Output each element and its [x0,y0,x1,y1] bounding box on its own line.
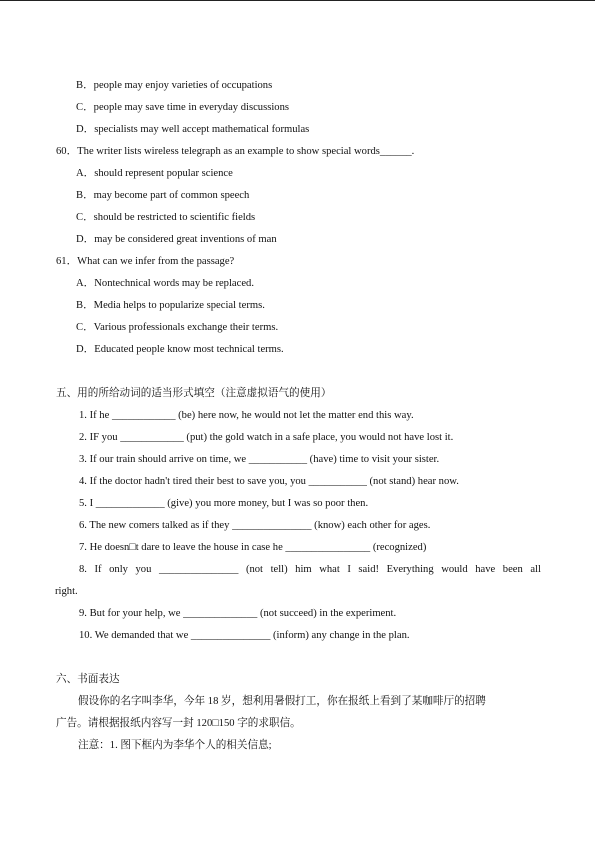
fill-item-8-word: all [530,564,541,575]
fill-item-9: 9. But for your help, we ______________ (not succeed) in the experiment. [79,608,397,619]
fill-item-8-word: what [319,564,340,575]
fill-item-8-continuation: right. [55,586,78,597]
fill-item-8-word: would [441,564,468,575]
fill-item-7: 7. He doesn□t dare to leave the house in case he ________________ (recognized) [79,542,427,553]
writing-prompt-line-2: 广告。请根据报纸内容写一封 120□150 字的求职信。 [56,718,301,729]
q59-option-c: C．people may save time in everyday discussions [76,102,290,113]
q59-option-d: D．specialists may well accept mathematical formulas [76,124,310,135]
q61-stem: 61．What can we infer from the passage? [56,256,235,267]
fill-item-8-word: (not [245,564,264,575]
writing-note: 注意：1. 图下框内为李华个人的相关信息; [78,740,272,751]
q60-stem: 60．The writer lists wireless telegraph as an example to show special words______. [56,146,415,157]
fill-item-8-word: said! [358,564,380,575]
q60-option-d: D．may be considered great inventions of man [76,234,277,245]
section6-heading: 六、书面表达 [56,674,120,685]
writing-prompt-line-1: 假设你的名字叫李华，今年 18 岁，想利用暑假打工，你在报纸上看到了某咖啡厅的招聘 [78,696,486,707]
q60-option-b: B．may become part of common speech [76,190,250,201]
top-rule [0,0,595,1]
q61-option-d: D．Educated people know most technical terms. [76,344,284,355]
q60-option-a: A．should represent popular science [76,168,233,179]
fill-item-1: 1. If he ____________ (be) here now, he would not let the matter end this way. [79,410,414,421]
fill-item-4: 4. If the doctor hadn't tired their best to save you, you ___________ (not stand) hear now. [79,476,459,487]
fill-item-8 [79,563,541,577]
fill-item-8-word: you [135,564,152,575]
fill-item-2: 2. IF you ____________ (put) the gold watch in a safe place, you would not have lost it. [79,432,454,443]
fill-item-8-word: I [347,564,351,575]
fill-item-8-word: _______________ [158,564,239,575]
q60-option-c: C．should be restricted to scientific fields [76,212,256,223]
fill-item-6: 6. The new comers talked as if they _______________ (know) each other for ages. [79,520,431,531]
fill-item-10: 10. We demanded that we _______________ (inform) any change in the plan. [79,630,410,641]
fill-item-8-word: If [94,564,102,575]
fill-item-8-word: Everything [386,564,434,575]
section5-heading: 五、用的所给动词的适当形式填空（注意虚拟语气的使用） [56,388,332,399]
fill-item-5: 5. I _____________ (give) you more money, but I was so poor then. [79,498,369,509]
fill-item-8-word: tell) [270,564,288,575]
q59-option-b: B．people may enjoy varieties of occupations [76,80,273,91]
fill-item-8-word: have [475,564,496,575]
q61-option-a: A．Nontechnical words may be replaced. [76,278,254,289]
q61-option-b: B．Media helps to popularize special terms. [76,300,265,311]
fill-item-8-word: 8. [79,564,87,575]
q61-option-c: C．Various professionals exchange their terms. [76,322,279,333]
fill-item-8-word: only [109,564,128,575]
fill-item-8-word: him [295,564,312,575]
fill-item-8-word: been [502,564,523,575]
fill-item-3: 3. If our train should arrive on time, we ___________ (have) time to visit your sister. [79,454,440,465]
